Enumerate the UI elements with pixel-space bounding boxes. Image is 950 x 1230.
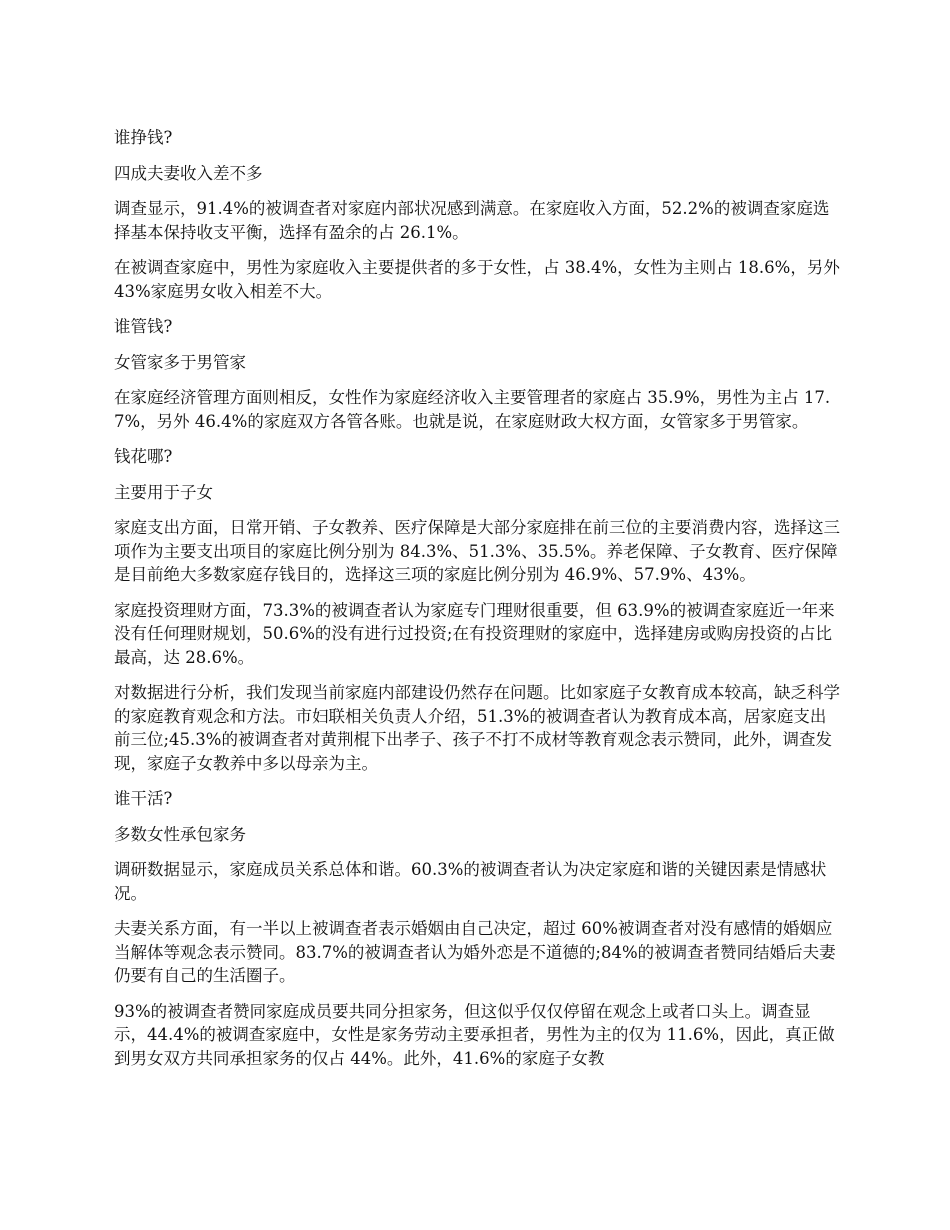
section-heading: 钱花哪?: [114, 447, 173, 466]
section-heading: 谁挣钱?: [114, 128, 173, 147]
section-heading: 谁干活?: [114, 789, 173, 808]
body-paragraph: 93%的被调查者赞同家庭成员要共同分担家务，但这似乎仅仅停留在观念上或者口头上。调查显示，44.4%的被调查家庭中，女性是家务劳动主要承担者，男性为主的仅为 11.6%，因此，真正做到男女双方共同承担家务的仅占 44%。此外，41.6%的家庭子女教: [114, 1001, 835, 1068]
section-subheading: 四成夫妻收入差不多: [114, 163, 263, 183]
body-paragraph: 家庭投资理财方面，73.3%的被调查者认为家庭专门理财很重要，但 63.9%的被调查家庭近一年来没有任何理财规划，50.6%的没有进行过投资;在有投资理财的家庭中，选择建房或购房投资的占比最高，达 28.6%。: [114, 600, 835, 667]
body-paragraph: 调研数据显示，家庭成员关系总体和谐。60.3%的被调查者认为决定家庭和谐的关键因素是情感状况。: [114, 860, 827, 903]
section-subheading: 主要用于子女: [114, 482, 213, 502]
body-paragraph: 夫妻关系方面，有一半以上被调查者表示婚姻由自己决定，超过 60%被调查者对没有感情的婚姻应当解体等观念表示赞同。83.7%的被调查者认为婚外恋是不道德的;84%的被调查者赞同结婚后夫妻仍要有自己的生活圈子。: [114, 919, 836, 985]
section-subheading: 多数女性承包家务: [114, 824, 246, 844]
body-paragraph: 对数据进行分析，我们发现当前家庭内部建设仍然存在问题。比如家庭子女教育成本较高，缺乏科学的家庭教育观念和方法。市妇联相关负责人介绍，51.3%的被调查者认为教育成本高，居家庭支出前三位;45.3%的被调查者对黄荆棍下出孝子、孩子不打不成材等教育观念表示赞同，此外，调查发现，家庭子女教养中多以母亲为主。: [114, 683, 840, 773]
body-paragraph: 调查显示，91.4%的被调查者对家庭内部状况感到满意。在家庭收入方面，52.2%的被调查家庭选择基本保持收支平衡，选择有盈余的占 26.1%。: [114, 199, 830, 242]
body-paragraph: 在家庭经济管理方面则相反，女性作为家庭经济收入主要管理者的家庭占 35.9%，男性为主占 17.7%，另外 46.4%的家庭双方各管各账。也就是说，在家庭财政大权方面，女管家多于男管家。: [114, 388, 831, 431]
document-page: [114, 126, 842, 1082]
section-heading: 谁管钱?: [114, 317, 173, 336]
body-paragraph: 在被调查家庭中，男性为家庭收入主要提供者的多于女性，占 38.4%，女性为主则占 18.6%，另外 43%家庭男女收入相差不大。: [114, 258, 840, 301]
body-paragraph: 家庭支出方面，日常开销、子女教养、医疗保障是大部分家庭排在前三位的主要消费内容，选择这三项作为主要支出项目的家庭比例分别为 84.3%、51.3%、35.5%。养老保障、子女教育、医疗保障是目前绝大多数家庭存钱目的，选择这三项的家庭比例分别为 46.9%、57.9%、43%。: [114, 518, 840, 584]
section-subheading: 女管家多于男管家: [114, 352, 246, 372]
